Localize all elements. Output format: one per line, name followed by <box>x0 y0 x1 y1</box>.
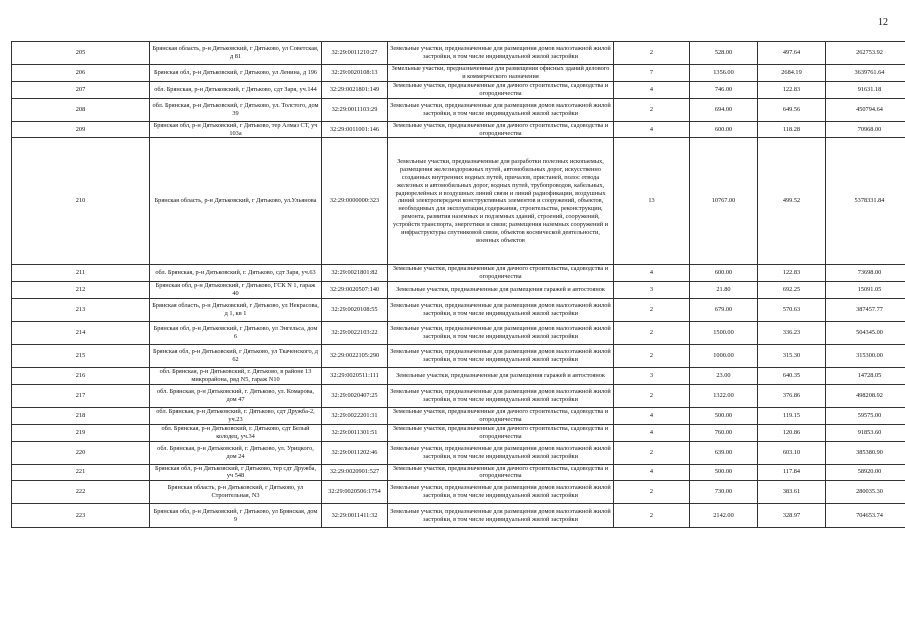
row-number: 223 <box>12 504 150 528</box>
area-cell: 10767.00 <box>690 138 758 265</box>
group-number-cell: 2 <box>614 345 690 368</box>
specific-value-cell: 336.23 <box>758 322 826 345</box>
address-cell: Брянская обл, р-н Дятьковский, г Дятьково, ул Брянская, дом 9 <box>150 504 322 528</box>
row-number: 222 <box>12 481 150 504</box>
cadastral-number-cell: 32:29:0000000:323 <box>322 138 388 265</box>
area-cell: 760.00 <box>690 424 758 441</box>
cadastral-number-cell: 32:29:0021801:82 <box>322 265 388 282</box>
cadastral-number-cell: 32:29:0020507:140 <box>322 282 388 299</box>
group-number-cell: 2 <box>614 299 690 322</box>
table-row <box>12 384 905 407</box>
row-number: 215 <box>12 345 150 368</box>
address-cell: Брянская область, р-н Дятьковский, г Дятьково, ул Некрасова, д 1, кв 1 <box>150 299 322 322</box>
cadastral-number-cell: 32:29:0022103:22 <box>322 322 388 345</box>
cadastral-value-cell: 262753.92 <box>826 42 905 65</box>
specific-value-cell: 640.35 <box>758 368 826 385</box>
cadastral-value-cell: 59575.00 <box>826 407 905 424</box>
table-row <box>12 424 905 441</box>
cadastral-number-cell: 32:29:0011411:32 <box>322 504 388 528</box>
address-cell: Брянская обл, р-н Дятьковский, г Дятьково, ул Ленина, д 196 <box>150 65 322 82</box>
cadastral-value-cell: 91631.18 <box>826 81 905 98</box>
cadastral-value-cell: 70968.00 <box>826 121 905 138</box>
cadastral-value-cell: 450794.64 <box>826 98 905 121</box>
area-cell: 21.80 <box>690 282 758 299</box>
cadastral-number-cell: 32:29:0011202:46 <box>322 441 388 464</box>
land-use-cell: Земельные участки, предназначенные для размещения домов малоэтажной жилой застройки, в том числе индивидуальной жилой застройки <box>388 42 614 65</box>
specific-value-cell: 119.15 <box>758 407 826 424</box>
group-number-cell: 4 <box>614 464 690 481</box>
address-cell: обл. Брянская, р-н Дятьковский, г. Дятьково, сдт Белый колодец, уч.34 <box>150 424 322 441</box>
specific-value-cell: 315.30 <box>758 345 826 368</box>
table-row <box>12 345 905 368</box>
land-use-cell: Земельные участки, предназначенные для размещения домов малоэтажной жилой застройки, в том числе индивидуальной жилой застройки <box>388 441 614 464</box>
row-number: 207 <box>12 81 150 98</box>
area-cell: 600.00 <box>690 121 758 138</box>
land-use-cell: Земельные участки, предназначенные для дачного строительства, садоводства и огородничества <box>388 424 614 441</box>
land-use-cell: Земельные участки, предназначенные для размещения домов малоэтажной жилой застройки, в том числе индивидуальной жилой застройки <box>388 481 614 504</box>
table-row <box>12 98 905 121</box>
table-row <box>12 299 905 322</box>
land-use-cell: Земельные участки, предназначенные для разработки полезных ископаемых, размещения железнодорожных путей, автомобильных дорог, искусственно созданных внутренних водных путей, причалов, пристаней, полос отвода железных и автомобильных дорог, водных путей, трубопроводов, кабельных, радиорелейных и воздушных линий связи и линий радиофикации, воздушных линий электропередачи конструктивных элементов и сооружений, объектов, необходимых для эксплуатации,содержания, строительства, реконструкции, ремонта, развития наземных и подземных зданий, строений, сооружений, устройств транспорта, энергетики и связи; размещения наземных сооружений и инфраструктуры спутниковой связи, объектов космической деятельности, военных объектов <box>388 138 614 265</box>
specific-value-cell: 603.10 <box>758 441 826 464</box>
row-number: 221 <box>12 464 150 481</box>
cadastral-number-cell: 32:29:0022105:290 <box>322 345 388 368</box>
specific-value-cell: 497.64 <box>758 42 826 65</box>
specific-value-cell: 383.61 <box>758 481 826 504</box>
land-use-cell: Земельные участки, предназначенные для размещения гаражей и автостоянок <box>388 282 614 299</box>
address-cell: обл. Брянская, р-н Дятьковский, г. Дятьково, сдт Дружба-2, уч.23 <box>150 407 322 424</box>
address-cell: Брянская обл, р-н Дятьковский, г Дятьково, ул Энгельса, дом 6 <box>150 322 322 345</box>
group-number-cell: 7 <box>614 65 690 82</box>
specific-value-cell: 649.56 <box>758 98 826 121</box>
land-use-cell: Земельные участки, предназначенные для размещения домов малоэтажной жилой застройки, в том числе индивидуальной жилой застройки <box>388 384 614 407</box>
specific-value-cell: 328.97 <box>758 504 826 528</box>
cadastral-number-cell: 32:29:0011001:146 <box>322 121 388 138</box>
area-cell: 1322.00 <box>690 384 758 407</box>
area-cell: 2142.00 <box>690 504 758 528</box>
table-row <box>12 464 905 481</box>
land-use-cell: Земельные участки, предназначенные для размещения офисных зданий делового и коммерческого назначения <box>388 65 614 82</box>
specific-value-cell: 692.25 <box>758 282 826 299</box>
cadastral-number-cell: 32:29:0022201:31 <box>322 407 388 424</box>
cadastral-number-cell: 32:29:0020108:55 <box>322 299 388 322</box>
cadastral-number-cell: 32:29:0011301:51 <box>322 424 388 441</box>
land-use-cell: Земельные участки, предназначенные для размещения домов малоэтажной жилой застройки, в том числе индивидуальной жилой застройки <box>388 322 614 345</box>
cadastral-value-cell: 73698.00 <box>826 265 905 282</box>
group-number-cell: 4 <box>614 407 690 424</box>
land-use-cell: Земельные участки, предназначенные для дачного строительства, садоводства и огородничества <box>388 265 614 282</box>
address-cell: обл. Брянская, р-н Дятьковский, г. Дятьково, ул. Урицкого, дом 24 <box>150 441 322 464</box>
area-cell: 1000.00 <box>690 345 758 368</box>
group-number-cell: 2 <box>614 322 690 345</box>
group-number-cell: 13 <box>614 138 690 265</box>
land-use-cell: Земельные участки, предназначенные для дачного строительства, садоводства и огородничества <box>388 407 614 424</box>
area-cell: 679.00 <box>690 299 758 322</box>
group-number-cell: 4 <box>614 265 690 282</box>
cadastral-value-cell: 504345.00 <box>826 322 905 345</box>
group-number-cell: 4 <box>614 121 690 138</box>
area-cell: 23.00 <box>690 368 758 385</box>
group-number-cell: 2 <box>614 481 690 504</box>
table-row <box>12 121 905 138</box>
land-use-cell: Земельные участки, предназначенные для размещения домов малоэтажной жилой застройки, в том числе индивидуальной жилой застройки <box>388 299 614 322</box>
table-row <box>12 42 905 65</box>
area-cell: 694.00 <box>690 98 758 121</box>
group-number-cell: 4 <box>614 424 690 441</box>
group-number-cell: 2 <box>614 98 690 121</box>
address-cell: Брянская обл, р-н Дятьковский, г Дятьково, тер Алмаз СТ, уч 103а <box>150 121 322 138</box>
cadastral-value-cell: 91853.60 <box>826 424 905 441</box>
table-row <box>12 322 905 345</box>
land-use-cell: Земельные участки, предназначенные для размещения домов малоэтажной жилой застройки, в том числе индивидуальной жилой застройки <box>388 504 614 528</box>
table-row <box>12 368 905 385</box>
specific-value-cell: 2684.19 <box>758 65 826 82</box>
specific-value-cell: 122.83 <box>758 265 826 282</box>
cadastral-value-cell: 498208.92 <box>826 384 905 407</box>
table-row <box>12 138 905 265</box>
cadastral-value-cell: 3639761.64 <box>826 65 905 82</box>
cadastral-value-cell: 385380.90 <box>826 441 905 464</box>
area-cell: 500.00 <box>690 407 758 424</box>
address-cell: обл. Брянская, р-н Дятьковский, г Дятьково, сдт Заря, уч.144 <box>150 81 322 98</box>
group-number-cell: 3 <box>614 368 690 385</box>
group-number-cell: 4 <box>614 81 690 98</box>
specific-value-cell: 118.28 <box>758 121 826 138</box>
cadastral-value-cell: 58920.00 <box>826 464 905 481</box>
land-use-cell: Земельные участки, предназначенные для размещения домов малоэтажной жилой застройки, в том числе индивидуальной жилой застройки <box>388 98 614 121</box>
address-cell: Брянская обл, р-н Дятьковский, г Дятьково, тер сдт Дружба, уч 548 <box>150 464 322 481</box>
address-cell: Брянская область, р-н Дятьковский, г Дятьково, ул Строительная, N3 <box>150 481 322 504</box>
table-body <box>12 42 905 528</box>
area-cell: 1500.00 <box>690 322 758 345</box>
area-cell: 730.00 <box>690 481 758 504</box>
specific-value-cell: 122.83 <box>758 81 826 98</box>
row-number: 220 <box>12 441 150 464</box>
group-number-cell: 3 <box>614 282 690 299</box>
table-row <box>12 407 905 424</box>
table-row <box>12 81 905 98</box>
row-number: 212 <box>12 282 150 299</box>
row-number: 213 <box>12 299 150 322</box>
address-cell: обл. Брянская, р-н Дятьковский, г Дятьково, ул. Толстого, дом 39 <box>150 98 322 121</box>
cadastral-value-cell: 704653.74 <box>826 504 905 528</box>
row-number: 211 <box>12 265 150 282</box>
area-cell: 639.00 <box>690 441 758 464</box>
cadastral-number-cell: 32:29:0011103:29 <box>322 98 388 121</box>
specific-value-cell: 499.52 <box>758 138 826 265</box>
table-row <box>12 481 905 504</box>
table-row <box>12 65 905 82</box>
address-cell: Брянская область, р-н Дятьковский, г Дятьково, ул.Ульянова <box>150 138 322 265</box>
group-number-cell: 2 <box>614 441 690 464</box>
land-register-table <box>11 41 905 528</box>
cadastral-number-cell: 32:29:0020511:111 <box>322 368 388 385</box>
area-cell: 528.00 <box>690 42 758 65</box>
row-number: 210 <box>12 138 150 265</box>
address-cell: обл. Брянская, р-н Дятьковский, г. Дятьково, ул. Комарова, дом 47 <box>150 384 322 407</box>
cadastral-value-cell: 5378331.84 <box>826 138 905 265</box>
cadastral-value-cell: 315300.00 <box>826 345 905 368</box>
area-cell: 746.00 <box>690 81 758 98</box>
row-number: 206 <box>12 65 150 82</box>
row-number: 209 <box>12 121 150 138</box>
table-row <box>12 504 905 528</box>
cadastral-value-cell: 15091.05 <box>826 282 905 299</box>
cadastral-number-cell: 32:29:0020506:1754 <box>322 481 388 504</box>
row-number: 219 <box>12 424 150 441</box>
row-number: 218 <box>12 407 150 424</box>
land-use-cell: Земельные участки, предназначенные для дачного строительства, садоводства и огородничества <box>388 121 614 138</box>
row-number: 208 <box>12 98 150 121</box>
specific-value-cell: 120.86 <box>758 424 826 441</box>
land-use-cell: Земельные участки, предназначенные для дачного строительства, садоводства и огородничества <box>388 81 614 98</box>
cadastral-number-cell: 32:29:0011210:27 <box>322 42 388 65</box>
specific-value-cell: 570.63 <box>758 299 826 322</box>
row-number: 205 <box>12 42 150 65</box>
row-number: 217 <box>12 384 150 407</box>
group-number-cell: 2 <box>614 42 690 65</box>
table-row <box>12 265 905 282</box>
specific-value-cell: 376.86 <box>758 384 826 407</box>
address-cell: Брянская область, р-н Дятьковский, г Дятьково, ул Советская, д 81 <box>150 42 322 65</box>
area-cell: 600.00 <box>690 265 758 282</box>
cadastral-number-cell: 32:29:0020407:25 <box>322 384 388 407</box>
cadastral-value-cell: 387457.77 <box>826 299 905 322</box>
row-number: 216 <box>12 368 150 385</box>
land-use-cell: Земельные участки, предназначенные для размещения гаражей и автостоянок <box>388 368 614 385</box>
table-row <box>12 282 905 299</box>
table-row <box>12 441 905 464</box>
cadastral-value-cell: 280035.30 <box>826 481 905 504</box>
cadastral-value-cell: 14728.05 <box>826 368 905 385</box>
land-use-cell: Земельные участки, предназначенные для размещения домов малоэтажной жилой застройки, в том числе индивидуальной жилой застройки <box>388 345 614 368</box>
address-cell: Брянская обл, р-н Дятьковский, г Дятьково, ГСК N 1, гараж 40 <box>150 282 322 299</box>
specific-value-cell: 117.84 <box>758 464 826 481</box>
group-number-cell: 2 <box>614 384 690 407</box>
address-cell: обл. Брянская, р-н Дятьковский, г. Дятьково, сдт Заря, уч.63 <box>150 265 322 282</box>
cadastral-number-cell: 32:29:0020901:527 <box>322 464 388 481</box>
row-number: 214 <box>12 322 150 345</box>
land-use-cell: Земельные участки, предназначенные для дачного строительства, садоводства и огородничества <box>388 464 614 481</box>
address-cell: обл. Брянская, р-н Дятьковский, г. Дятьково, в районе 13 микрорайона, ряд N5, гараж N10 <box>150 368 322 385</box>
area-cell: 1356.00 <box>690 65 758 82</box>
address-cell: Брянская обл, р-н Дятьковский, г Дятьково, ул Ткаченского, д 62 <box>150 345 322 368</box>
cadastral-number-cell: 32:29:0021801:149 <box>322 81 388 98</box>
group-number-cell: 2 <box>614 504 690 528</box>
page-number: 12 <box>878 17 888 28</box>
cadastral-number-cell: 32:29:0020108:13 <box>322 65 388 82</box>
area-cell: 500.00 <box>690 464 758 481</box>
